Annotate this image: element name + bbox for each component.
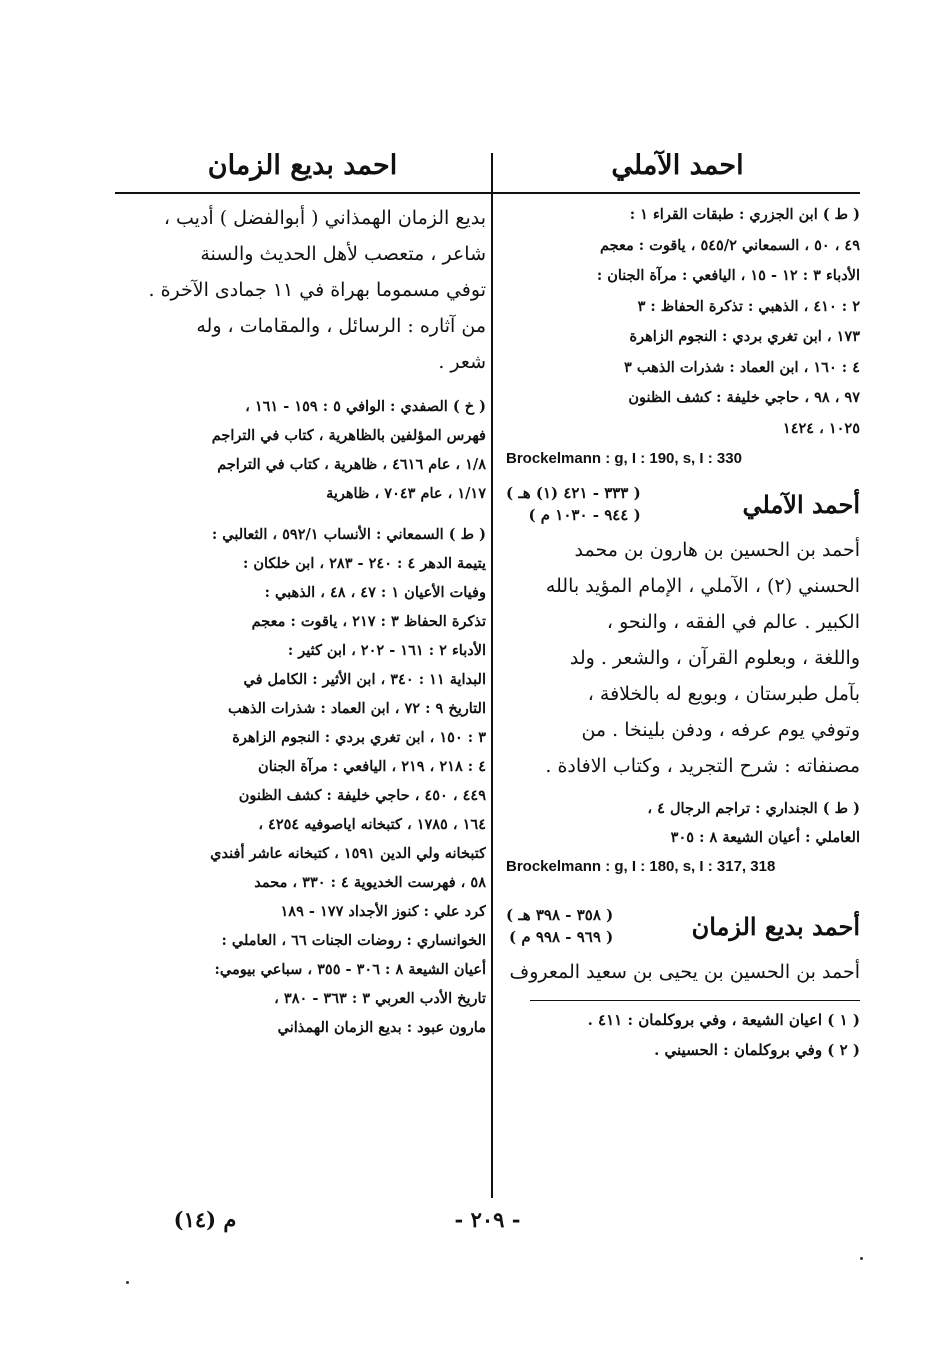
reference-line: ٤ : ١٦٠ ، ابن العماد : شذرات الذهب ٣	[624, 358, 860, 376]
reference-line: ٤٤٩ ، ٤٥٠ ، حاجي خليفة : كشف الظنون	[238, 787, 486, 804]
reference-line: ٥٨ ، فهرست الخديوية ٤ : ٣٣٠ ، محمد	[254, 874, 486, 891]
text-line: وتوفي يوم عرفه ، ودفن بلينخا . من	[581, 719, 860, 741]
text-line: بديع الزمان الهمذاني ( أبوالفضل ) أديب ،	[163, 207, 486, 229]
right-column	[506, 200, 860, 1065]
reference-line: ( خ ) الصفدي : الوافي ٥ : ١٥٩ - ١٦١ ،	[245, 398, 486, 415]
entry-body-amuli	[506, 532, 860, 784]
text-line: الحسني (٢) ، الآملي ، الإمام المؤيد بالله	[545, 575, 860, 597]
reference-line: ١٧٣ ، ابن تغري بردي : النجوم الزاهرة	[629, 328, 860, 345]
text-line: من آثاره : الرسائل ، والمقامات ، وله	[196, 315, 486, 337]
reference-line: يتيمة الدهر ٤ : ٢٤٠ - ٢٨٣ ، ابن خلكان :	[242, 555, 486, 572]
footnotes	[506, 1005, 860, 1065]
reference-line: ١٠٢٥ ، ١٤٢٤	[782, 419, 860, 437]
footnote-rule	[530, 1000, 860, 1001]
reference-line: ( ط ) الجنداري : تراجم الرجال ٤ ،	[647, 800, 860, 817]
text-line: شاعر ، متعصب لأهل الحديث والسنة	[200, 243, 486, 265]
dates-hijri: ( ٣٥٨ - ٣٩٨ هـ )	[506, 906, 614, 924]
reference-line: كتبخانه ولي الدين ١٥٩١ ، كتبخانه عاشر أفندي	[210, 845, 486, 862]
scan-speck	[860, 1257, 863, 1260]
printed-references	[118, 520, 486, 1042]
entry-dates	[506, 482, 641, 526]
text-line: أحمد بن الحسين بن هارون بن محمد	[574, 539, 860, 561]
reference-line: الأدباء ٢ : ١٦١ - ٢٠٢ ، ابن كثير :	[287, 642, 486, 659]
reference-line: كرد علي : كنوز الأجداد ١٧٧ - ١٨٩	[280, 903, 486, 920]
reference-line: مارون عبود : بديع الزمان الهمذاني	[277, 1019, 486, 1036]
brockelmann-reference: Brockelmann : g, I : 190, s, I : 330	[506, 450, 742, 467]
manuscript-references	[118, 392, 486, 508]
reference-line: تاريخ الأدب العربي ٣ : ٣٦٣ - ٣٨٠ ،	[274, 990, 486, 1007]
reference-line: وفيات الأعيان ١ : ٤٧ ، ٤٨ ، الذهبي :	[264, 584, 486, 601]
text-line: الكبير . عالم في الفقه ، والنحو ،	[606, 611, 860, 633]
entry-body-badi-al-zaman-start	[506, 954, 860, 990]
reference-line: ٩٧ ، ٩٨ ، حاجي خليفة : كشف الظنون	[628, 389, 860, 406]
text-line: أحمد بن الحسين بن يحيى بن سعيد المعروف	[509, 961, 860, 983]
scan-speck	[126, 1281, 129, 1284]
reference-line: ٤ : ٢١٨ ، ٢١٩ ، اليافعي : مرآة الجنان	[258, 758, 486, 775]
reference-line: تذكرة الحفاظ ٣ : ٢١٧ ، ياقوت : معجم	[251, 613, 486, 630]
text-line: مصنفاته : شرح التجريد ، وكتاب الافادة .	[545, 755, 860, 777]
text-line: شعر .	[438, 351, 486, 373]
dates-gregorian: ( ٩٤٤ - ١٠٣٠ م )	[528, 506, 641, 524]
text-line: واللغة ، وبعلوم القرآن ، والشعر . ولد	[569, 647, 860, 669]
reference-line: ١/٨ ، عام ٤٦١٦ ، ظاهرية ، كتاب في التراجم	[217, 456, 486, 473]
text-line: توفي مسموما بهراة في ١١ جمادى الآخرة .	[148, 279, 486, 301]
text-line: بآمل طبرستان ، وبويع له بالخلافة ،	[587, 683, 860, 705]
header-rule	[115, 192, 860, 194]
reference-line: ٤٩ ، ٥٠ ، السمعاني ٥٤٥/٢ ، ياقوت : معجم	[599, 236, 860, 254]
running-head-right: احمد الآملي	[611, 150, 744, 181]
reference-line: ٣ : ١٥٠ ، ابن تغري بردي : النجوم الزاهرة	[232, 729, 486, 746]
column-divider	[491, 153, 493, 1198]
page-number: - ٢٠٩ -	[454, 1207, 521, 1232]
reference-line: الأدباء ٣ : ١٢ - ١٥ ، اليافعي : مرآة الجنان :	[596, 267, 860, 284]
reference-line: ٢ : ٤١٠ ، الذهبي : تذكرة الحفاظ : ٣	[637, 297, 860, 315]
entry-heading-amuli	[506, 482, 860, 526]
reference-line: البداية ١١ : ٣٤٠ ، ابن الأثير : الكامل في	[243, 671, 486, 688]
entry-body-badi-al-zaman	[118, 200, 486, 380]
reference-line: فهرس المؤلفين بالظاهرية ، كتاب في التراجم	[211, 427, 486, 444]
reference-line: الخوانساري : روضات الجنات ٦٦ ، العاملي :	[221, 932, 486, 949]
footnote: ( ١ ) اعيان الشيعة ، وفي بروكلمان : ٤١١ .	[587, 1011, 860, 1029]
reference-line: ( ط ) ابن الجزري : طبقات القراء ١ :	[629, 206, 860, 223]
reference-line: ( ط ) السمعاني : الأنساب ٥٩٢/١ ، الثعالبي :	[211, 526, 486, 543]
running-head-left: احمد بديع الزمان	[207, 150, 398, 181]
footnote: ( ٢ ) وفي بروكلمان : الحسيني .	[654, 1041, 860, 1059]
reference-line: العاملي : أعيان الشيعة ٨ : ٣٠٥	[670, 829, 860, 846]
reference-line: أعيان الشيعة ٨ : ٣٠٦ - ٣٥٥ ، سباعي بيومي:	[214, 961, 486, 978]
reference-line: التاريخ ٩ : ٧٢ ، ابن العماد : شذرات الذهب	[227, 700, 486, 717]
printed-references	[506, 200, 860, 444]
left-column	[118, 200, 486, 1042]
dates-hijri: ( ٣٣٣ - ٤٢١ (١) هـ )	[506, 484, 641, 502]
entry-title: أحمد الآملي	[742, 489, 860, 519]
signature-mark: م (١٤)	[173, 1207, 237, 1232]
reference-line: ١/١٧ ، عام ٧٠٤٣ ، ظاهرية	[326, 485, 486, 502]
entry-title: أحمد بديع الزمان	[691, 911, 860, 941]
entry-heading-badi-al-zaman	[506, 904, 860, 948]
brockelmann-reference: Brockelmann : g, I : 180, s, I : 317, 318	[506, 858, 776, 875]
printed-references	[506, 794, 860, 852]
dates-gregorian: ( ٩٦٩ - ٩٩٨ م )	[509, 928, 614, 946]
entry-dates	[506, 904, 613, 948]
reference-line: ١٦٤ ، ١٧٨٥ ، كتبخانه اياصوفيه ٤٢٥٤ ،	[258, 816, 486, 833]
